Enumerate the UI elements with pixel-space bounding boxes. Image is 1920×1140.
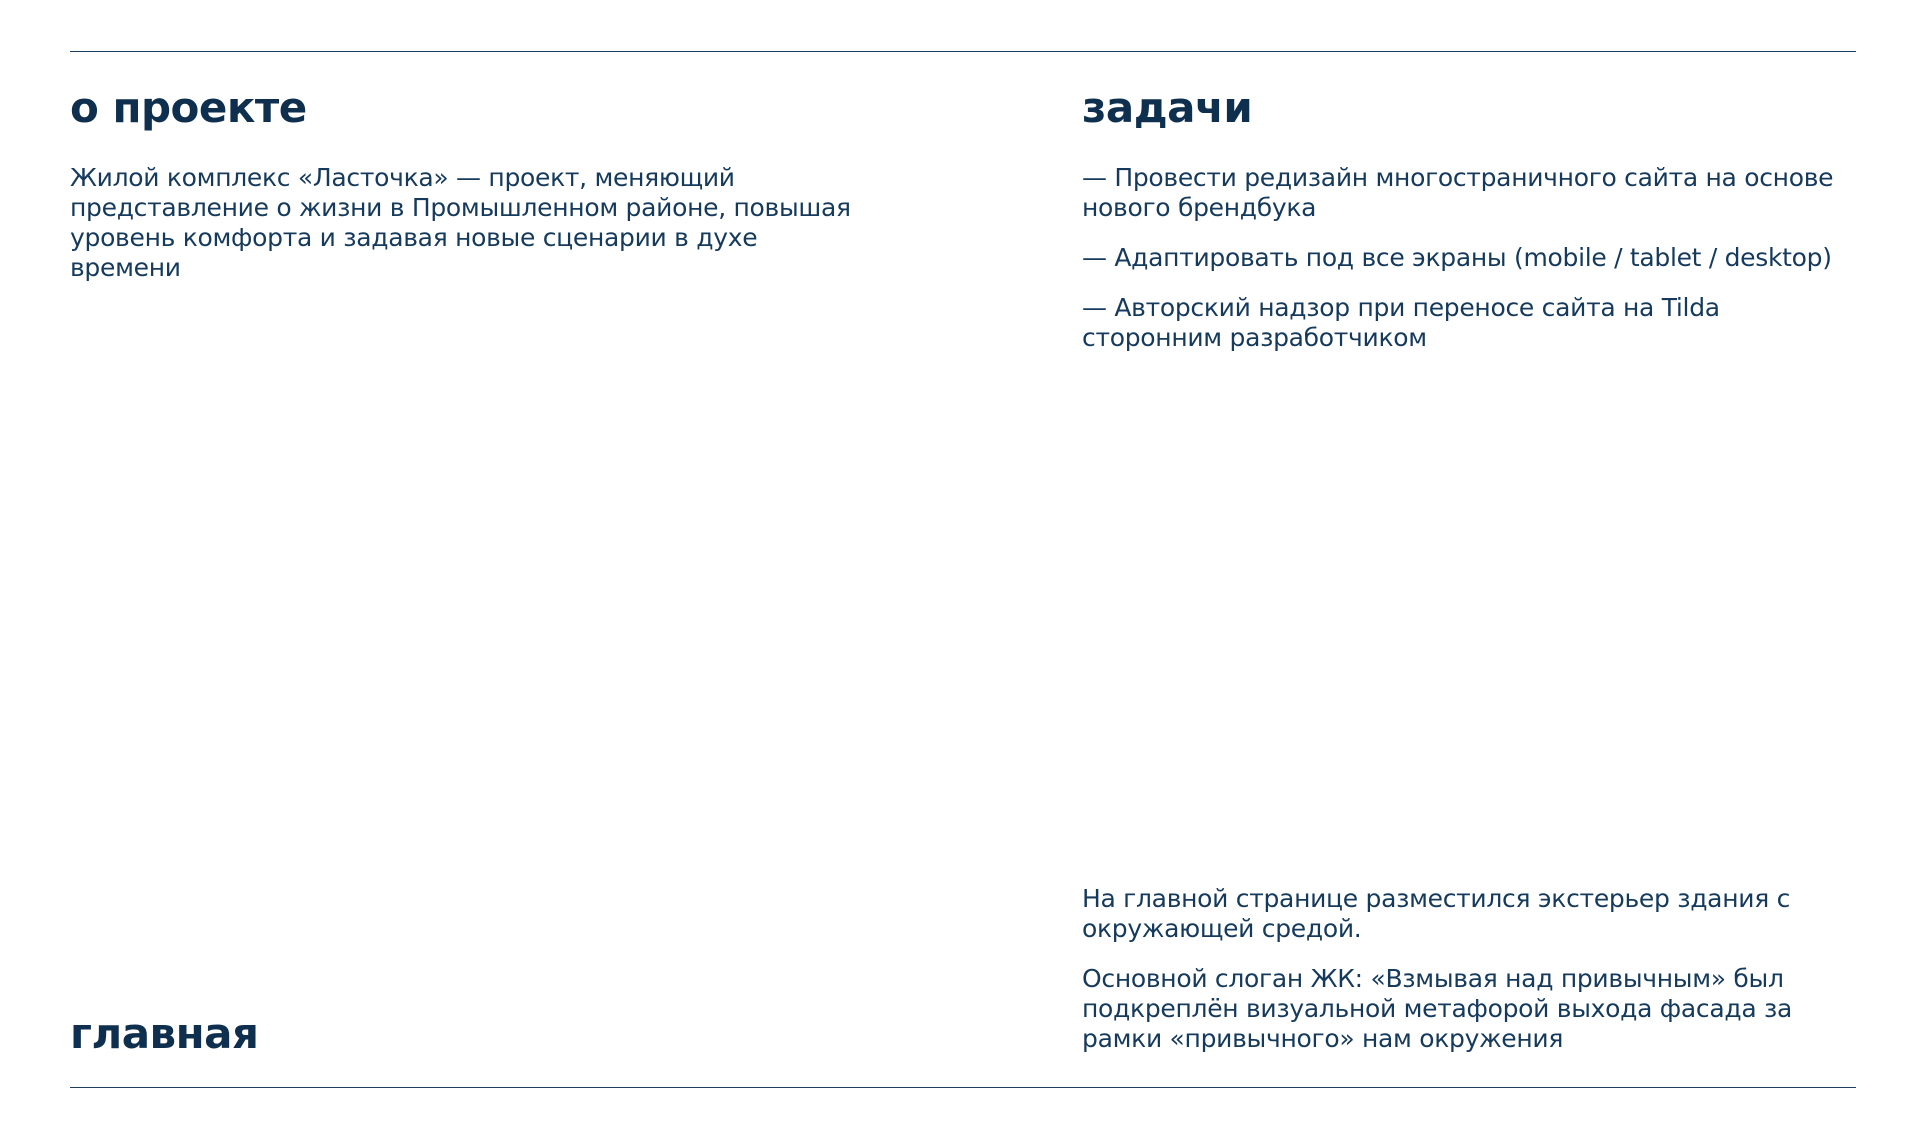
tasks-heading: задачи <box>1082 83 1253 132</box>
main-page-description <box>1082 884 1842 1054</box>
task-item: — Авторский надзор при переносе сайта на Tilda сторонним разработчиком <box>1082 293 1720 352</box>
tasks-list <box>1082 163 1842 353</box>
main-page-paragraph: Основной слоган ЖК: «Взмывая над привычным» был подкреплён визуальной метафорой выхода фасада за рамки «привычного» нам окружения <box>1082 964 1793 1053</box>
bottom-divider <box>70 1087 1856 1088</box>
main-page-paragraph: На главной странице разместился экстерьер здания с окружающей средой. <box>1082 884 1791 943</box>
main-page-heading: главная <box>70 1009 259 1058</box>
about-description: Жилой комплекс «Ласточка» — проект, меняющий представление о жизни в Промышленном районе, повышая уровень комфорта и задавая новые сценарии в духе времени <box>70 163 851 282</box>
about-heading: о проекте <box>70 83 307 132</box>
task-item: — Адаптировать под все экраны (mobile / tablet / desktop) <box>1082 243 1832 272</box>
task-item: — Провести редизайн многостраничного сайта на основе нового брендбука <box>1082 163 1834 222</box>
top-divider <box>70 51 1856 52</box>
